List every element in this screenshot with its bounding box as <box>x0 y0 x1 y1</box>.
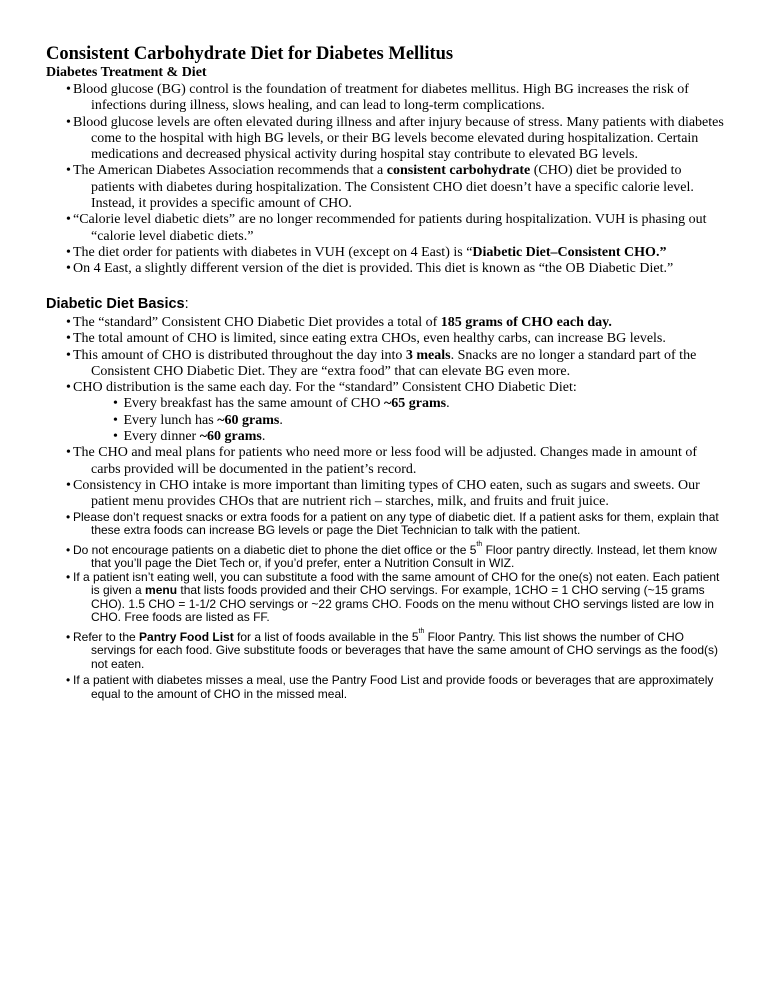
section-heading-basics: Diabetic Diet Basics: <box>46 296 189 312</box>
sub-list-item-breakfast: • Every breakfast has the same amount of CHO ~65 grams. <box>113 396 450 412</box>
sub-list-item-lunch: • Every lunch has ~60 grams. <box>113 412 283 428</box>
list-item: • Blood glucose levels are often elevated during illness and after injury because of stress. Many patients with diabetes come to the hospital with high BG levels, or their BG levels become elevated during hospitalization. Certain medications and decreased physical activity during hospital stay contribute to elevated BG levels. <box>66 114 724 163</box>
list-item: • “Calorie level diabetic diets” are no longer recommended for patients during hospitalization. VUH is phasing out “calorie level diabetic diets.” <box>66 212 707 244</box>
basics-list <box>66 315 730 701</box>
list-item: • Refer to the Pantry Food List for a list of foods available in the 5th Floor Pantry. This list shows the number of CHO servings for each food. Give substitute foods or beverages that have the same amount of CHO servings as the food(s) not eaten. <box>66 627 718 671</box>
list-item: • CHO distribution is the same each day. For the “standard” Consistent CHO Diabetic Diet: <box>66 380 577 396</box>
list-item: • The American Diabetes Association recommends that a consistent carbohydrate (CHO) diet be provided to patients with diabetes during hospitalization. The Consistent CHO diet doesn’t have a specific calorie level. Instead, it provides a specific amount of CHO. <box>66 163 694 212</box>
section-heading-treatment: Diabetes Treatment & Diet <box>46 65 207 80</box>
list-item: • Please don’t request snacks or extra foods for a patient on any type of diabetic diet. If a patient asks for them, explain that these extra foods can increase BG levels or page the Diet Technician to talk with the patient. <box>66 509 719 538</box>
list-item: • Do not encourage patients on a diabetic diet to phone the diet office or the 5th Floor pantry directly. Instead, let them know that you’ll page the Diet Tech or, if you’d prefer, enter a Nutrition Consult in WIZ. <box>66 540 717 571</box>
list-item: • The CHO and meal plans for patients who need more or less food will be adjusted. Changes made in amount of carbs provided will be documented in the patient’s record. <box>66 445 698 477</box>
list-item: • If a patient isn’t eating well, you can substitute a food with the same amount of CHO for the one(s) not eaten. Each patient is given a menu that lists foods provided and their CHO servings. For example, 1CHO = 1 CHO serving (~15 grams CHO). 1.5 CHO = 1-1/2 CHO servings or ~22 grams CHO. Foods on the menu without CHO servings listed are low in CHO. Free foods are listed as FF. <box>66 569 720 625</box>
list-item: • Blood glucose (BG) control is the foundation of treatment for diabetes mellitus. High BG increases the risk of infections during illness, slows healing, and can lead to long-term complications. <box>66 82 689 114</box>
list-item: • If a patient with diabetes misses a meal, use the Pantry Food List and provide foods or beverages that are approximately equal to the amount of CHO in the missed meal. <box>66 673 714 701</box>
list-item: • The diet order for patients with diabetes in VUH (except on 4 East) is “Diabetic Diet–Consistent CHO.” <box>66 244 667 260</box>
sub-list-item-dinner: • Every dinner ~60 grams. <box>113 429 266 445</box>
list-item: • The “standard” Consistent CHO Diabetic Diet provides a total of 185 grams of CHO each day. <box>66 315 612 330</box>
list-item: • Consistency in CHO intake is more important than limiting types of CHO eaten, such as sugars and sweets. Our patient menu provides CHOs that are nutrient rich – starches, milk, and fruits and fruit juice. <box>66 477 700 510</box>
document-title: Consistent Carbohydrate Diet for Diabetes Mellitus <box>46 44 454 64</box>
list-item: • The total amount of CHO is limited, since eating extra CHOs, even healthy carbs, can increase BG levels. <box>66 331 666 347</box>
list-item: • On 4 East, a slightly different version of the diet is provided. This diet is known as “the OB Diabetic Diet.” <box>66 261 674 277</box>
treatment-list <box>66 82 726 278</box>
list-item: • This amount of CHO is distributed throughout the day into 3 meals. Snacks are no longer a standard part of the Consistent CHO Diabetic Diet. They are “extra food” that can elevate BG even more. <box>66 347 697 379</box>
